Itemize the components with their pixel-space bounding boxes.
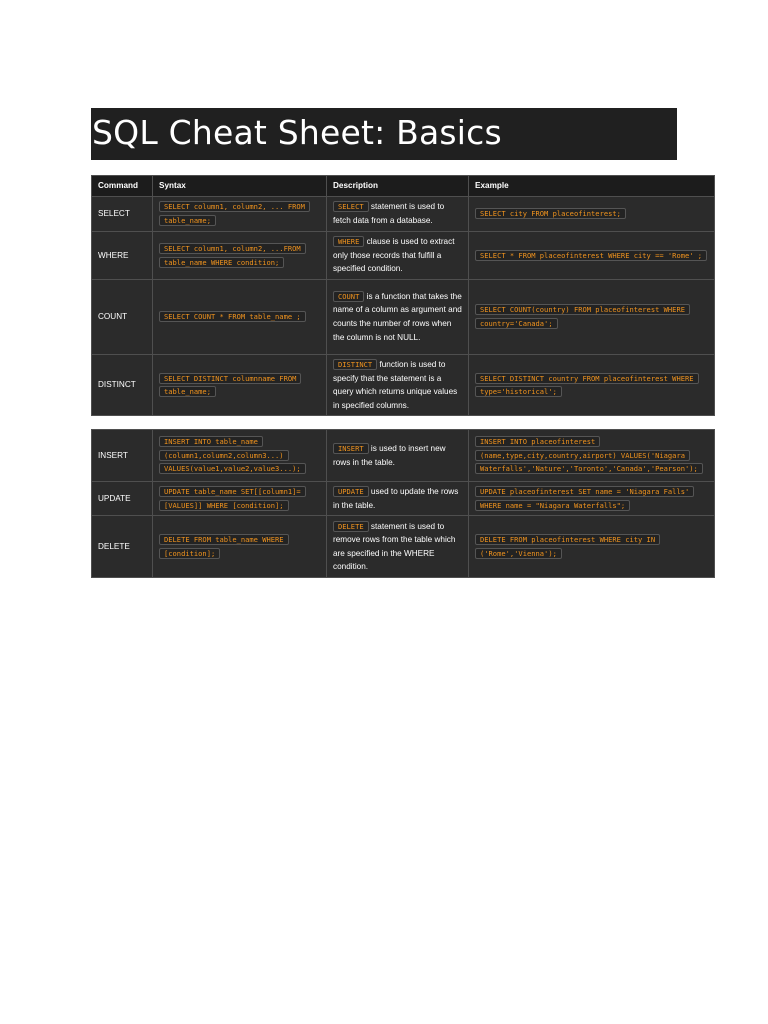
description-text: function is used to specify that the statement is a query which returns unique values in specified columns. bbox=[333, 360, 458, 410]
commands-table-modify bbox=[91, 429, 715, 578]
example-code: SELECT COUNT(country) FROM placeofinterest WHERE country='Canada'; bbox=[475, 304, 690, 329]
header-description: Description bbox=[327, 176, 469, 197]
command-cell: WHERE bbox=[92, 232, 153, 280]
command-cell: COUNT bbox=[92, 280, 153, 355]
example-code: SELECT * FROM placeofinterest WHERE city == 'Rome' ; bbox=[475, 250, 707, 261]
command-cell: UPDATE bbox=[92, 482, 153, 516]
example-code: UPDATE placeofinterest SET name = 'Niagara Falls' WHERE name = "Niagara Waterfalls"; bbox=[475, 486, 694, 511]
syntax-cell bbox=[153, 430, 327, 482]
description-text: clause is used to extract only those records that fulfill a specified condition. bbox=[333, 237, 455, 274]
commands-table-basic bbox=[91, 175, 715, 416]
description-cell bbox=[327, 355, 469, 416]
syntax-code: SELECT COUNT * FROM table_name ; bbox=[159, 311, 306, 322]
table-row bbox=[92, 280, 715, 355]
example-cell bbox=[469, 232, 715, 280]
page-title: SQL Cheat Sheet: Basics bbox=[92, 113, 502, 152]
command-cell: SELECT bbox=[92, 197, 153, 232]
example-cell bbox=[469, 280, 715, 355]
example-cell bbox=[469, 430, 715, 482]
description-cell bbox=[327, 232, 469, 280]
command-cell: DISTINCT bbox=[92, 355, 153, 416]
description-text: is used to insert new rows in the table. bbox=[333, 443, 446, 467]
syntax-cell bbox=[153, 232, 327, 280]
example-cell bbox=[469, 197, 715, 232]
command-cell: INSERT bbox=[92, 430, 153, 482]
syntax-cell bbox=[153, 516, 327, 578]
header-command: Command bbox=[92, 176, 153, 197]
header-example: Example bbox=[469, 176, 715, 197]
command-cell: DELETE bbox=[92, 516, 153, 578]
syntax-code: SELECT column1, column2, ...FROM table_name WHERE condition; bbox=[159, 243, 306, 268]
example-cell bbox=[469, 482, 715, 516]
description-keyword: COUNT bbox=[333, 291, 364, 302]
title-banner bbox=[91, 108, 677, 160]
description-keyword: WHERE bbox=[333, 236, 364, 247]
syntax-cell bbox=[153, 482, 327, 516]
description-keyword: SELECT bbox=[333, 201, 369, 212]
description-keyword: INSERT bbox=[333, 443, 369, 454]
description-cell bbox=[327, 280, 469, 355]
description-keyword: UPDATE bbox=[333, 486, 369, 497]
description-cell bbox=[327, 430, 469, 482]
table-row bbox=[92, 232, 715, 280]
example-cell bbox=[469, 355, 715, 416]
table-row bbox=[92, 355, 715, 416]
example-code: INSERT INTO placeofinterest (name,type,city,country,airport) VALUES('Niagara Waterfalls','Nature','Toronto','Canada','Pearson'); bbox=[475, 436, 703, 474]
syntax-code: UPDATE table_name SET[[column1]=[VALUES]] WHERE [condition]; bbox=[159, 486, 306, 511]
description-text: statement is used to remove rows from the table which are specified in the WHERE condition. bbox=[333, 521, 456, 572]
syntax-cell bbox=[153, 280, 327, 355]
example-code: SELECT DISTINCT country FROM placeofinterest WHERE type='historical'; bbox=[475, 373, 699, 398]
example-cell bbox=[469, 516, 715, 578]
syntax-code: SELECT DISTINCT columnname FROM table_name; bbox=[159, 373, 301, 398]
description-text: is a function that takes the name of a column as argument and counts the number of rows when the column is not NULL. bbox=[333, 291, 462, 342]
syntax-code: SELECT column1, column2, ... FROM table_name; bbox=[159, 201, 310, 226]
syntax-cell bbox=[153, 355, 327, 416]
table-row bbox=[92, 430, 715, 482]
description-cell bbox=[327, 197, 469, 232]
syntax-cell bbox=[153, 197, 327, 232]
syntax-code: INSERT INTO table_name (column1,column2,column3...) VALUES(value1,value2,value3...); bbox=[159, 436, 306, 474]
description-cell bbox=[327, 482, 469, 516]
table-row bbox=[92, 516, 715, 578]
table-row bbox=[92, 482, 715, 516]
description-keyword: DISTINCT bbox=[333, 359, 377, 370]
example-code: SELECT city FROM placeofinterest; bbox=[475, 208, 626, 219]
header-syntax: Syntax bbox=[153, 176, 327, 197]
description-keyword: DELETE bbox=[333, 521, 369, 532]
table-header-row bbox=[92, 176, 715, 197]
example-code: DELETE FROM placeofinterest WHERE city IN ('Rome','Vienna'); bbox=[475, 534, 660, 559]
table-row bbox=[92, 197, 715, 232]
description-text: statement is used to fetch data from a database. bbox=[333, 202, 445, 225]
description-text: used to update the rows in the table. bbox=[333, 487, 459, 510]
description-cell bbox=[327, 516, 469, 578]
syntax-code: DELETE FROM table_name WHERE [condition]; bbox=[159, 534, 289, 559]
